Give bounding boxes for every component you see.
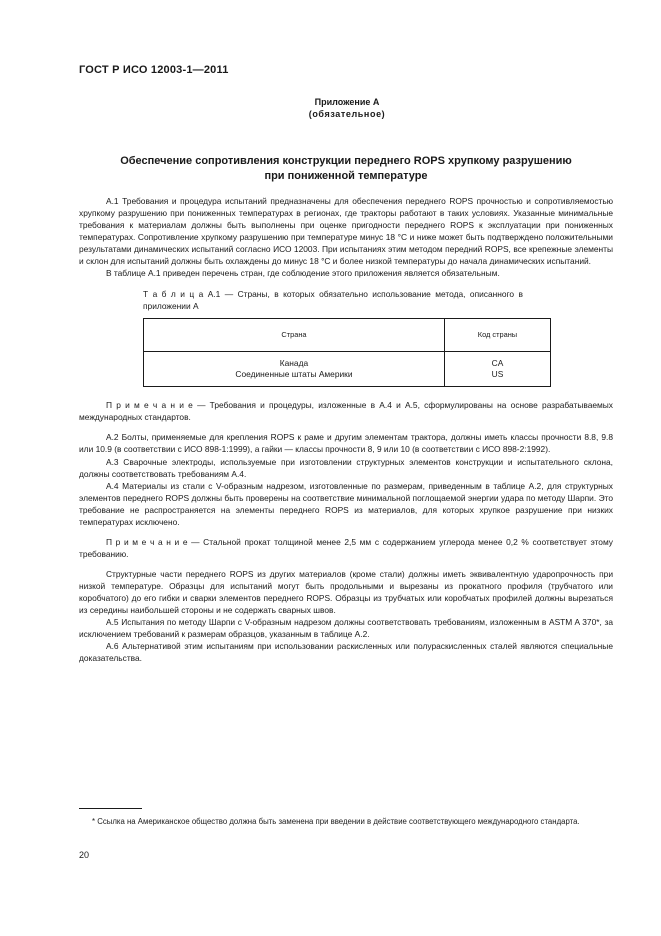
note-1-text: — Требования и процедуры, изложенные в А.4 и А.5, сформулированы на основе разрабатываемых международных стандартов. <box>79 400 613 423</box>
annex-title-line-2: при пониженной температуре <box>264 170 428 182</box>
note-2 <box>79 536 613 560</box>
country-code-cell <box>444 352 550 387</box>
table-row <box>144 352 551 387</box>
paragraph-a5: А.5 Испытания по методу Шарпи с V-образным надрезом должны соответствовать требованиям, изложенным в ASTM A 370*, за исключением требований к размерам образцов, указанным в таблице А.2. <box>79 617 613 640</box>
country-cell <box>144 352 445 387</box>
document-body <box>79 195 613 664</box>
table-caption-label: Т а б л и ц а А.1 <box>143 289 221 300</box>
table-caption <box>143 288 523 312</box>
note-2-text: — Стальной прокат толщиной менее 2,5 мм с содержанием углерода менее 0,2 % соответствует этому требованию. <box>79 536 613 559</box>
country-name: Канада <box>279 358 309 369</box>
country-code: CA <box>491 358 504 369</box>
note-2-label: П р и м е ч а н и е <box>106 536 188 547</box>
annex-label: Приложение А <box>314 97 380 107</box>
country-code: US <box>491 369 504 380</box>
column-header-country-code: Код страны <box>444 319 550 352</box>
paragraph-a4: А.4 Материалы из стали с V-образным надрезом, изготовленные по размерам, приведенным в таблице А.2, для структурных элементов переднего ROPS должны быть проверены на соответствие минимальной поглощаемой энергии удара по методу Шарпи. Это требование не распространяется на элементы переднего ROPS из материалов, для которых хрупкое разрушение при низких температурах исключено. <box>79 480 613 527</box>
paragraph-a3: А.3 Сварочные электроды, используемые при изготовлении структурных элементов конструкции и испытательного склона, должны соответствовать требованиям А.4. <box>79 456 613 479</box>
footnote: * Ссылка на Американское общество должна быть заменена при введении в действие соответствующего международного стандарта. <box>92 817 580 826</box>
document-header: ГОСТ Р ИСО 12003-1—2011 <box>79 64 229 76</box>
annex-title <box>80 154 612 184</box>
country-name: Соединенные штаты Америки <box>235 369 353 380</box>
annex-status: (обязательное) <box>308 109 386 119</box>
paragraph-a6: А.6 Альтернативой этим испытаниям при использовании раскисленных или полураскисленных сталей являются специальные доказательства. <box>79 641 613 664</box>
footnote-divider <box>79 808 142 809</box>
table-header-row <box>144 319 551 352</box>
page-number: 20 <box>79 850 90 860</box>
annex-title-line-1: Обеспечение сопротивления конструкции переднего ROPS хрупкому разрушению <box>120 155 572 167</box>
countries-table <box>143 318 551 387</box>
paragraph-a2: А.2 Болты, применяемые для крепления ROPS к раме и другим элементам трактора, должны иметь классы прочности 8.8, 9.8 или 10.9 (в соответствии с ИСО 898-1:1999), а гайки — классы прочности 8, 9 или 10 (в соответствии с ИСО 898-2:1992). <box>79 432 613 455</box>
paragraph-a1: А.1 Требования и процедура испытаний предназначены для обеспечения переднего ROPS прочностью и сопротивляемостью хрупкому разрушению при пониженных температурах в регионах, где тракторы работают в таких условиях. Указанные минимальные требования к материалам должны быть выполнены при оценке пригодности переднего ROPS к эксплуатации при пониженных температурах. Сопротивление хрупкому разрушению при температуре минус 18 °С и ниже может быть подтверждено положительными результатами динамических испытаний согласно ИСО 12003. При испытаниях этим методом передний ROPS, все крепежные элементы и склон для испытаний должны быть охлаждены до минус 18 °С и более низкой температуры до начала динамических испытаний. <box>79 196 613 267</box>
table-caption-text: — Страны, в которых обязательно использование метода, описанного в приложении А <box>143 289 523 312</box>
note-1 <box>79 399 613 423</box>
paragraph-a1-table-reference: В таблице А.1 приведен перечень стран, где соблюдение этого приложения является обязательным. <box>106 268 500 279</box>
paragraph-a4-continued: Структурные части переднего ROPS из других материалов (кроме стали) должны иметь эквивалентную ударопрочность при низкой температуре. Образцы для испытаний могут быть продольными и вырезаны из прокатного профиля (трубчатого или коробчатого) до его гибки и сварки элементов переднего ROPS. Образцы из трубчатых или коробчатых профилей должны вырезаться из середины наибольшей стороны и не содержать сварных швов. <box>79 568 613 616</box>
note-1-label: П р и м е ч а н и е <box>106 400 193 411</box>
column-header-country: Страна <box>144 319 445 352</box>
